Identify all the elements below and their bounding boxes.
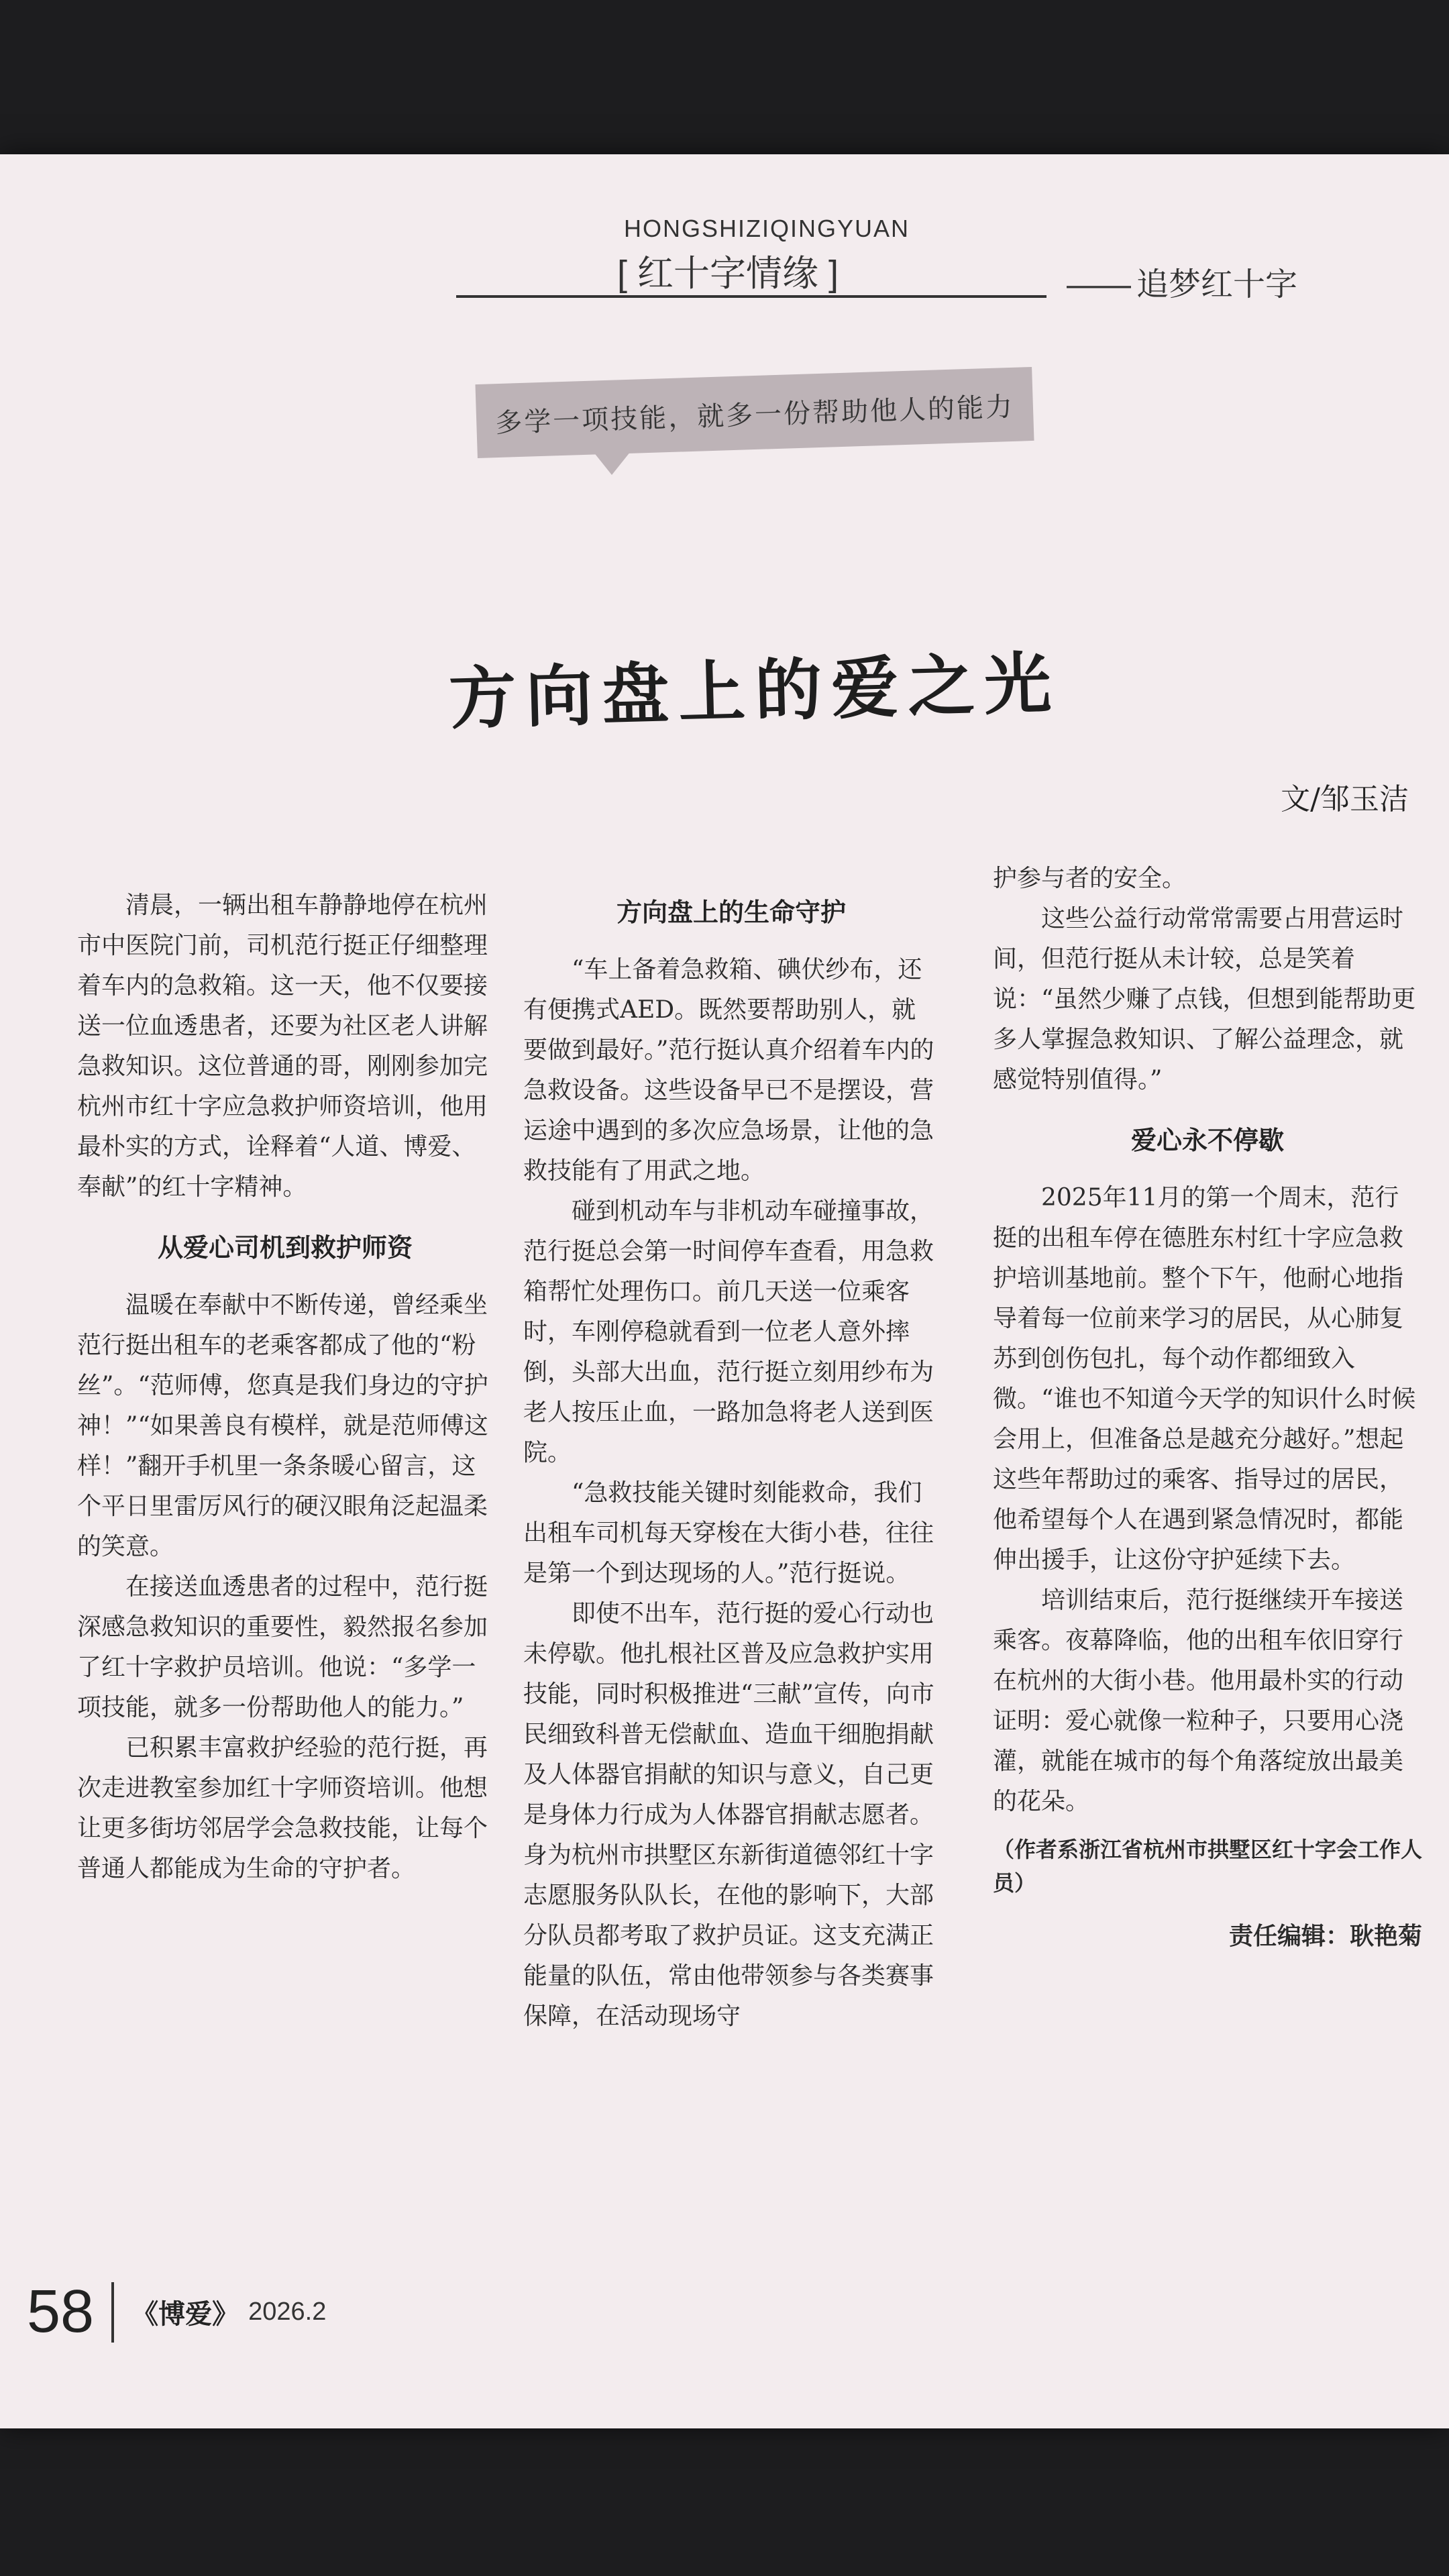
subtitle-text: 多学一项技能，就多一份帮助他人的能力 <box>494 391 1015 439</box>
byline: 文/邹玉洁 <box>1281 782 1409 816</box>
paragraph-continued: 护参与者的安全。 <box>993 865 1187 892</box>
paragraph: 这些公益行动常常需要占用营运时间，但范行挺从未计较，总是笑着说：“虽然少赚了点钱，但想到能帮助更多人掌握急救知识、了解公益理念，就感觉特别值得。” <box>993 905 1416 1093</box>
section-heading: 爱心永不停歇 <box>1130 1125 1284 1155</box>
paragraph: 在接送血透患者的过程中，范行挺深感急救知识的重要性，毅然报名参加了红十字救护员培训。他说：“多学一项技能，就多一份帮助他人的能力。” <box>77 1573 488 1721</box>
paragraph: 2025年11月的第一个周末，范行挺的出租车停在德胜东村红十字应急救护培训基地前。整个下午，他耐心地指导着每一位前来学习的居民，从心肺复苏到创伤包扎，每个动作都细致入微。“谁也不知道今天学的知识什么时候会用上，但准备总是越充分越好。”想起这些年帮助过的乘客、指导过的居民，他希望每个人在遇到紧急情况时，都能伸出援手，让这份守护延续下去。 <box>993 1184 1416 1574</box>
article-column-3 <box>993 859 1422 1956</box>
paragraph: 温暖在奉献中不断传递，曾经乘坐范行挺出租车的老乘客都成了他的“粉丝”。“范师傅，您真是我们身边的守护神！”“如果善良有模样，就是范师傅这样！”翻开手机里一条条暖心留言，这个平日里雷厉风行的硬汉眼角泛起温柔的笑意。 <box>77 1291 488 1560</box>
page-footer <box>27 2277 326 2347</box>
paragraph: 已积累丰富救护经验的范行挺，再次走进教室参加红十字师资培训。他想让更多街坊邻居学会急救技能，让每个普通人都能成为生命的守护者。 <box>77 1734 488 1882</box>
responsible-editor: 责任编辑：耿艳菊 <box>1228 1922 1422 1950</box>
article-column-2 <box>523 872 939 2037</box>
footer-divider <box>111 2282 114 2343</box>
paragraph: “急救技能关键时刻能救命，我们出租车司机每天穿梭在大街小巷，往往是第一个到达现场的人。”范行挺说。 <box>523 1479 934 1587</box>
paragraph: 碰到机动车与非机动车碰撞事故，范行挺总会第一时间停车查看，用急救箱帮忙处理伤口。前几天送一位乘客时，车刚停稳就看到一位老人意外摔倒，头部大出血，范行挺立刻用纱布为老人按压止血，一路加急将老人送到医院。 <box>523 1197 934 1466</box>
column-kicker-english: HONGSHIZIQINGYUAN <box>624 215 910 242</box>
author-note: （作者系浙江省杭州市拱墅区红十字会工作人员） <box>993 1837 1423 1896</box>
article-column-1 <box>77 885 493 1889</box>
article-title: 方向盘上的爱之光 <box>447 643 1062 739</box>
column-tag: [ 红十字情缘 ] <box>617 254 839 294</box>
section-name: —— 追梦红十字 <box>1067 258 1297 305</box>
paragraph: 即使不出车，范行挺的爱心行动也未停歇。他扎根社区普及应急救护实用技能，同时积极推进“三献”宣传，向市民细致科普无偿献血、造血干细胞捐献及人体器官捐献的知识与意义，自己更是身体力行成为人体器官捐献志愿者。身为杭州市拱墅区东新街道德邻红十字志愿服务队队长，在他的影响下，大部分队员都考取了救护员证。这支充满正能量的队伍，常由他带领参与各类赛事保障，在活动现场守 <box>523 1600 934 2030</box>
paragraph: 清晨，一辆出租车静静地停在杭州市中医院门前，司机范行挺正仔细整理着车内的急救箱。这一天，他不仅要接送一位血透患者，还要为社区老人讲解急救知识。这位普通的哥，刚刚参加完杭州市红十字应急救护师资培训，他用最朴实的方式，诠释着“人道、博爱、奉献”的红十字精神。 <box>77 892 488 1201</box>
section-heading: 方向盘上的生命守护 <box>616 897 846 927</box>
paragraph: “车上备着急救箱、碘伏纱布，还有便携式AED。既然要帮助别人，就要做到最好。”范行挺认真介绍着车内的急救设备。这些设备早已不是摆设，营运途中遇到的多次应急场景，让他的急救技能有了用武之地。 <box>523 956 934 1185</box>
magazine-name: 《博爱》 <box>131 2298 239 2330</box>
header-rule <box>456 295 1046 298</box>
section-heading: 从爱心司机到救护师资 <box>157 1232 413 1263</box>
paragraph: 培训结束后，范行挺继续开车接送乘客。夜幕降临，他的出租车依旧穿行在杭州的大街小巷。他用最朴实的行动证明：爱心就像一粒种子，只要用心浇灌，就能在城市的每个角落绽放出最美的花朵。 <box>993 1587 1404 1815</box>
subtitle-pointer <box>590 448 633 475</box>
page-number: 58 <box>27 2278 95 2345</box>
issue-number: 2026.2 <box>248 2298 327 2326</box>
